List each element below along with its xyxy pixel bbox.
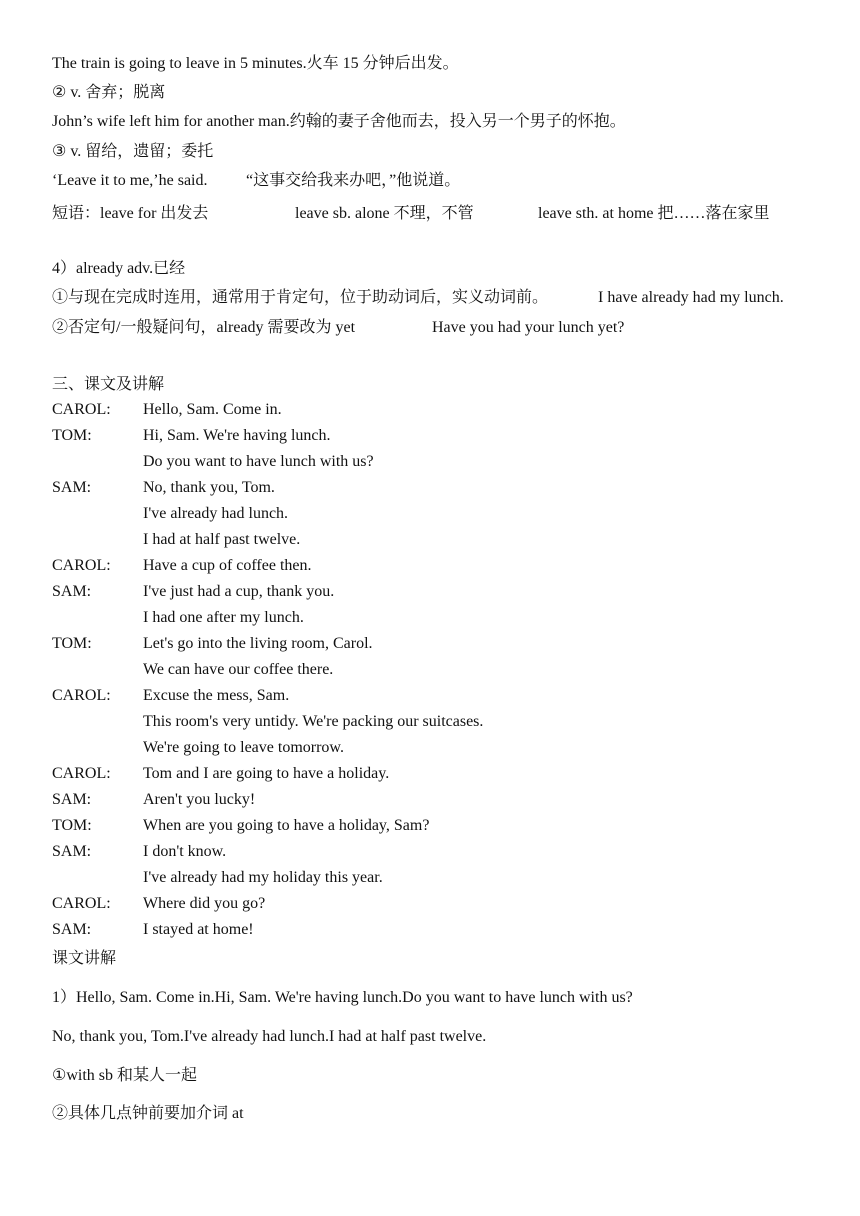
usage-example: Have you had your lunch yet?: [432, 319, 625, 336]
explanation-note: ①with sb 和某人一起: [52, 1067, 198, 1084]
section-heading: 三、课文及讲解: [52, 376, 165, 393]
dialogue-line: I don't know.: [143, 843, 227, 860]
dialogue-line: Hi, Sam. We're having lunch.: [143, 427, 331, 444]
speaker-label: SAM:: [52, 583, 92, 600]
dialogue-line: Aren't you lucky!: [143, 791, 256, 808]
example-sentence-english: ‘Leave it to me,’he said.: [52, 172, 208, 189]
phrase-item: leave sb. alone 不理，不管: [295, 205, 474, 222]
dialogue-line: I've already had my holiday this year.: [143, 869, 383, 886]
dialogue-line: I've just had a cup, thank you.: [143, 583, 335, 600]
speaker-label: TOM:: [52, 635, 92, 652]
speaker-label: CAROL:: [52, 401, 111, 418]
speaker-label: SAM:: [52, 921, 92, 938]
speaker-label: CAROL:: [52, 895, 111, 912]
usage-example: I have already had my lunch.: [598, 289, 784, 306]
dialogue-line: I had at half past twelve.: [143, 531, 301, 548]
dialogue-line: No, thank you, Tom.: [143, 479, 275, 496]
phrase-item: 短语：leave for 出发去: [52, 205, 209, 222]
dialogue-line: Tom and I are going to have a holiday.: [143, 765, 390, 782]
phrase-item: leave sth. at home 把……落在家里: [538, 205, 770, 222]
speaker-label: TOM:: [52, 427, 92, 444]
usage-point: ①与现在完成时连用，通常用于肯定句，位于助动词后，实义动词前。: [52, 289, 549, 306]
vocab-heading: 4）already adv.已经: [52, 260, 186, 277]
explanation-text: 1）Hello, Sam. Come in.Hi, Sam. We're having lunch.Do you want to have lunch with us?: [52, 989, 633, 1006]
dialogue-line: Excuse the mess, Sam.: [143, 687, 290, 704]
speaker-label: TOM:: [52, 817, 92, 834]
dialogue-line: Let's go into the living room, Carol.: [143, 635, 373, 652]
sense-heading: ③ v. 留给，遗留；委托: [52, 143, 214, 160]
speaker-label: CAROL:: [52, 765, 111, 782]
speaker-label: SAM:: [52, 791, 92, 808]
dialogue-line: Where did you go?: [143, 895, 266, 912]
example-sentence: The train is going to leave in 5 minutes.火车 15 分钟后出发。: [52, 55, 459, 72]
speaker-label: SAM:: [52, 843, 92, 860]
dialogue-line: I stayed at home!: [143, 921, 254, 938]
speaker-label: CAROL:: [52, 557, 111, 574]
example-sentence-chinese: “这事交给我来办吧，”他说道。: [246, 172, 461, 189]
dialogue-line: We're going to leave tomorrow.: [143, 739, 344, 756]
speaker-label: CAROL:: [52, 687, 111, 704]
sense-heading: ② v. 舍弃；脱离: [52, 84, 166, 101]
explanation-note: ②具体几点钟前要加介词 at: [52, 1105, 244, 1122]
dialogue-line: We can have our coffee there.: [143, 661, 334, 678]
dialogue-line: I had one after my lunch.: [143, 609, 304, 626]
example-sentence: John’s wife left him for another man.约翰的妻子舍他而去，投入另一个男子的怀抱。: [52, 113, 626, 130]
subsection-heading: 课文讲解: [52, 950, 117, 967]
explanation-text: No, thank you, Tom.I've already had lunch.I had at half past twelve.: [52, 1028, 487, 1045]
dialogue-line: Do you want to have lunch with us?: [143, 453, 374, 470]
dialogue-line: Hello, Sam. Come in.: [143, 401, 282, 418]
dialogue-line: This room's very untidy. We're packing our suitcases.: [143, 713, 484, 730]
usage-point: ②否定句/一般疑问句，already 需要改为 yet: [52, 319, 356, 336]
dialogue-line: Have a cup of coffee then.: [143, 557, 312, 574]
dialogue-line: I've already had lunch.: [143, 505, 289, 522]
dialogue-line: When are you going to have a holiday, Sam?: [143, 817, 430, 834]
speaker-label: SAM:: [52, 479, 92, 496]
